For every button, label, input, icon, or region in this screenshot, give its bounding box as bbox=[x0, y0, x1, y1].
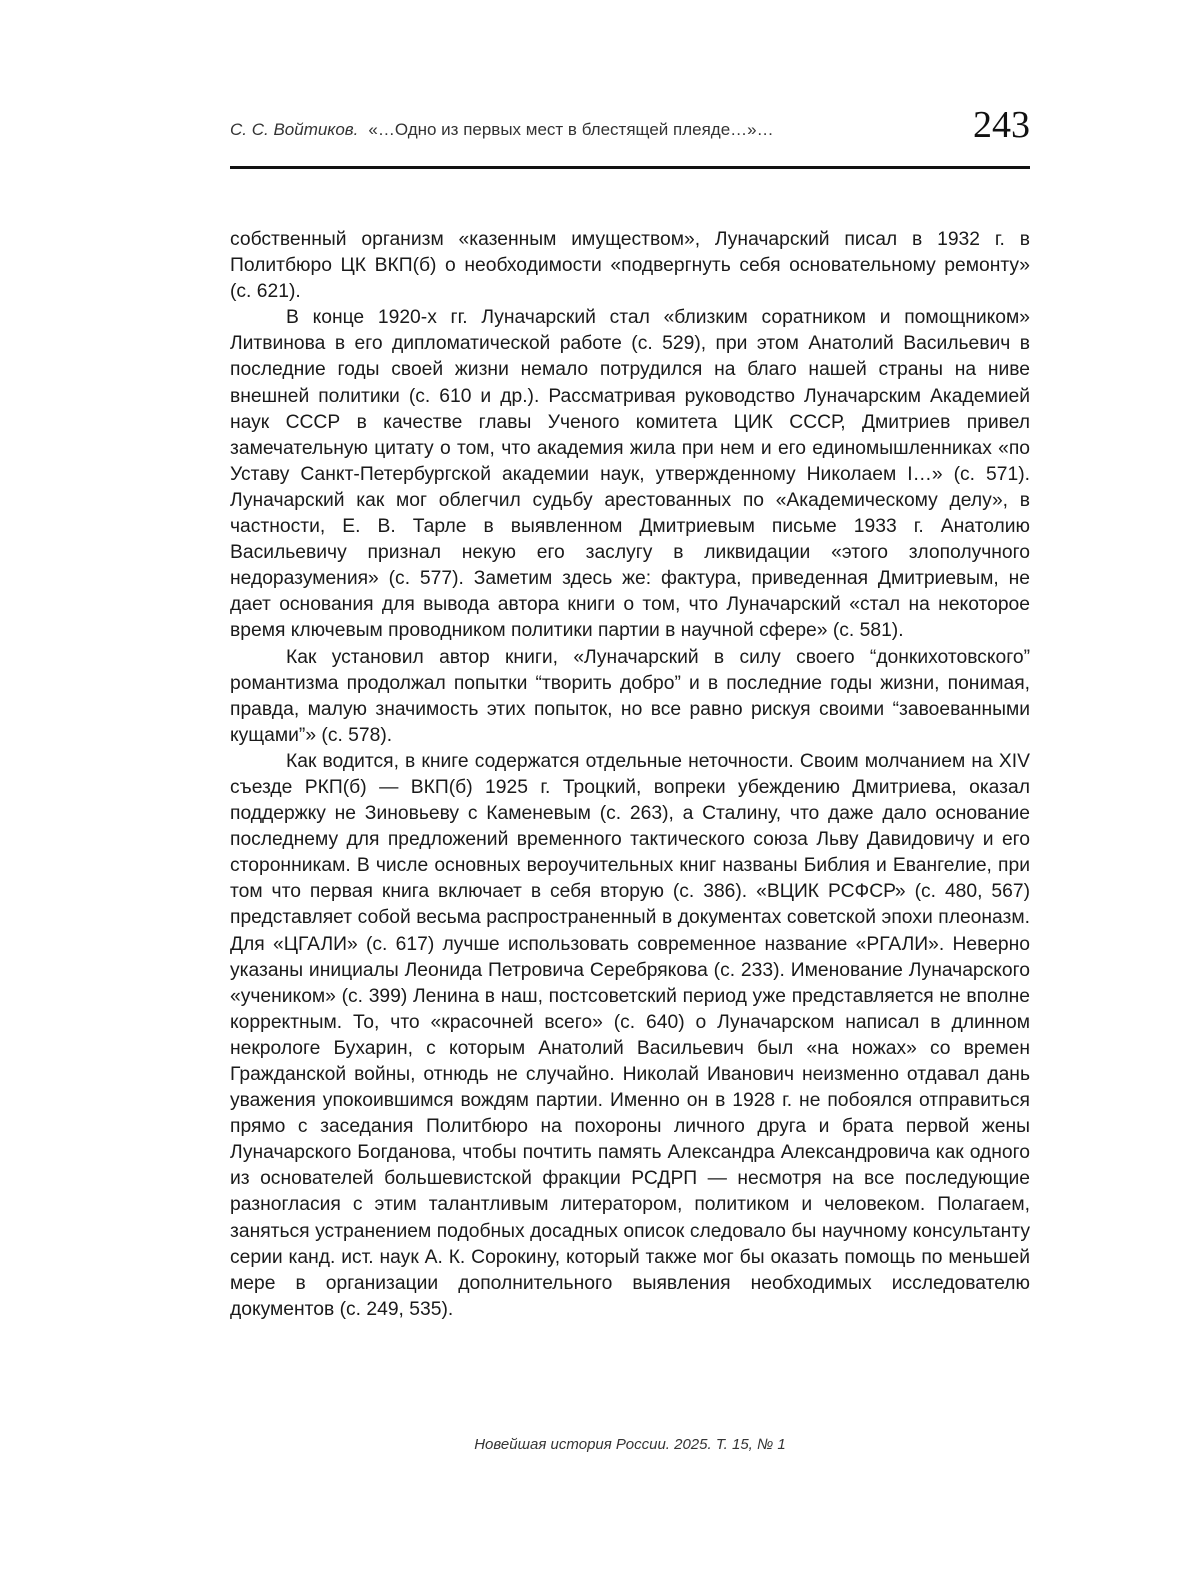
header-article-title: «…Одно из первых мест в блестящей плеяде…»… bbox=[368, 120, 774, 139]
header-author: С. С. Войтиков. bbox=[230, 120, 359, 139]
article-body bbox=[230, 227, 1030, 1323]
paragraph-continuation: собственный организм «казенным имуществом», Луначарский писал в 1932 г. в Политбюро ЦК ВКП(б) о необходимости «подвергнуть себя основательному ремонту» (с. 621). bbox=[230, 229, 1030, 303]
paragraph: Как водится, в книге содержатся отдельные неточности. Своим молчанием на XIV съезде РКП(б) — ВКП(б) 1925 г. Троцкий, вопреки убеждению Дмитриева, оказал поддержку не Зиновьеву с Каменевым (с. 263), а Сталину, что даже дало основание последнему для предложений временного тактического союза Льву Давидовичу и его сторонникам. В числе основных вероучительных книг названы Библия и Евангелие, при том что первая книга включает в себя вторую (с. 386). «ВЦИК РСФСР» (с. 480, 567) представляет собой весьма распространенный в документах советской эпохи плеоназм. Для «ЦГАЛИ» (с. 617) лучше использовать современное название «РГАЛИ». Неверно указаны инициалы Леонида Петровича Серебрякова (с. 233). Именование Луначарского «учеником» (с. 399) Ленина в наш, постсоветский период уже представляется не вполне корректным. То, что «красочней всего» (с. 640) о Луначарском написал в длинном некрологе Бухарин, с которым Анатолий Васильевич был «на ножах» со времен Гражданской войны, отнюдь не случайно. Николай Иванович неизменно отдавал дань уважения упокоившимся вождям партии. Именно он в 1928 г. не побоялся отправиться прямо с заседания Политбюро на похороны личного друга и брата первой жены Луначарского Богданова, чтобы почтить память Александра Александровича как одного из основателей большевистской фракции РСДРП — несмотря на все последующие разногласия с этим талантливым литератором, политиком и человеком. Полагаем, заняться устранением подобных досадных описок следовало бы научному консультанту серии канд. ист. наук А. К. Сорокину, который также мог бы оказать помощь по меньшей мере в организации дополнительного выявления необходимых исследователю документов (с. 249, 535). bbox=[230, 750, 1030, 1320]
running-header bbox=[230, 100, 1030, 166]
running-header-left bbox=[230, 120, 774, 140]
journal-footer: Новейшая история России. 2025. Т. 15, № 1 bbox=[474, 1436, 786, 1453]
page-number: 243 bbox=[973, 104, 1030, 146]
header-rule bbox=[230, 166, 1030, 169]
paragraph: В конце 1920-х гг. Луначарский стал «близким соратником и помощником» Литвинова в его дипломатической работе (с. 529), при этом Анатолий Васильевич в последние годы своей жизни немало потрудился на благо нашей страны на ниве внешней политики (с. 610 и др.). Рассматривая руководство Луначарским Академией наук СССР в качестве главы Ученого комитета ЦИК СССР, Дмитриев привел замечательную цитату о том, что академия жила при нем и его единомышленниках «по Уставу Санкт-Петербургской академии наук, утвержденному Николаем I…» (с. 571). Луначарский как мог облегчил судьбу арестованных по «Академическому делу», в частности, Е. В. Тарле в выявленном Дмитриевым письме 1933 г. Анатолию Васильевичу признал некую его заслугу в ликвидации «этого злополучного недоразумения» (с. 577). Заметим здесь же: фактура, приведенная Дмитриевым, не дает основания для вывода автора книги о том, что Луначарский «стал на некоторое время ключевым проводником политики партии в научной сфере» (с. 581). bbox=[230, 307, 1030, 642]
paragraph: Как установил автор книги, «Луначарский в силу своего “донкихотовского” романтизма продолжал попытки “творить добро” и в последние годы жизни, понимая, правда, малую значимость этих попыток, но все равно рискуя своими “завоеванными кущами”» (с. 578). bbox=[230, 646, 1030, 746]
